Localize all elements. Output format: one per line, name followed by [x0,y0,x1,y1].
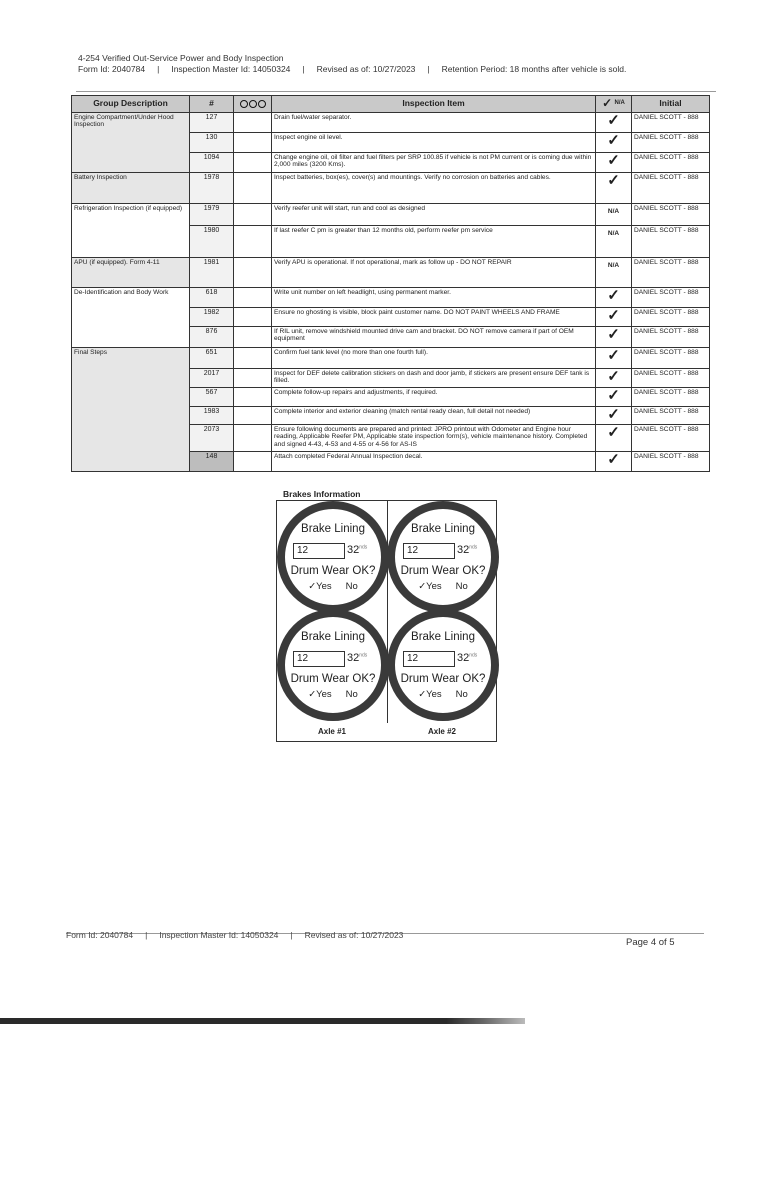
brake-wheel-axle2-right [387,609,499,721]
status-circles-icon [240,100,266,108]
na-mark: N/A [596,258,632,288]
yes-option[interactable]: ✓Yes [418,581,442,592]
item-number: 1978 [190,173,234,204]
axle1-label: Axle #1 [317,727,347,736]
page-header [78,53,718,75]
item-number: 1980 [190,226,234,258]
brakes-panel [276,500,497,742]
item-number: 1094 [190,153,234,173]
initial-cell: DANIEL SCOTT - 888 [632,407,710,425]
check-mark: ✓ [596,348,632,369]
status-cell [234,173,272,204]
page-footer: Form Id: 2040784 | Inspection Master Id: 14050324 | Revised as of: 10/27/2023 [66,930,404,940]
item-number: 876 [190,327,234,348]
drum-wear-label: Drum Wear OK? [400,565,486,577]
group-cell: De-Identification and Body Work [72,288,190,348]
header-divider [76,91,716,92]
item-number: 567 [190,388,234,407]
initial-cell: DANIEL SCOTT - 888 [632,226,710,258]
group-cell: Engine Compartment/Under Hood Inspection [72,113,190,173]
status-cell [234,348,272,369]
page-number: Page 4 of 5 [626,937,675,948]
na-mark: N/A [596,204,632,226]
status-cell [234,226,272,258]
drum-wear-label: Drum Wear OK? [400,673,486,685]
initial-cell: DANIEL SCOTT - 888 [632,425,710,452]
drum-wear-options [387,581,499,592]
initial-cell: DANIEL SCOTT - 888 [632,113,710,133]
check-mark: ✓ [596,369,632,388]
na-mark: N/A [596,226,632,258]
footer-revised: Revised as of: 10/27/2023 [304,930,404,940]
yes-option[interactable]: ✓Yes [418,689,442,700]
item-text: Ensure no ghosting is visible, block paint customer name. DO NOT PAINT WHEELS AND FRAME [272,308,596,327]
status-cell [234,258,272,288]
table-header-row [72,96,710,113]
item-number: 651 [190,348,234,369]
check-mark: ✓ [596,113,632,133]
lining-units: $32^{nds}$ [347,652,368,664]
initial-cell: DANIEL SCOTT - 888 [632,258,710,288]
initial-cell: DANIEL SCOTT - 888 [632,133,710,153]
item-text: Drain fuel/water separator. [272,113,596,133]
group-cell: Final Steps [72,348,190,472]
check-mark: ✓ [596,133,632,153]
item-number: 127 [190,113,234,133]
group-cell: APU (if equipped). Form 4-11 [72,258,190,288]
item-text: Change engine oil, oil filter and fuel filters per SRP 100.85 if vehicle is not PM current or is coming due within 2,000 miles (3200 Kms). [272,153,596,173]
item-text: Confirm fuel tank level (no more than one fourth full). [272,348,596,369]
check-mark: ✓ [596,153,632,173]
status-cell [234,204,272,226]
initial-cell: DANIEL SCOTT - 888 [632,327,710,348]
status-cell [234,425,272,452]
form-id: Form Id: 2040784 [78,64,146,74]
item-text: Inspect batteries, box(es), cover(s) and mountings. Verify no corrosion on batteries and cables. [272,173,596,204]
item-text: Complete follow-up repairs and adjustments, if required. [272,388,596,407]
item-number: 1979 [190,204,234,226]
item-header: Inspection Item [272,96,596,113]
check-mark: ✓ [596,173,632,204]
brake-lining-label: Brake Lining [411,631,475,643]
brake-lining-label: Brake Lining [301,523,365,535]
inspection-table [71,95,710,472]
drum-wear-label: Drum Wear OK? [290,565,376,577]
check-mark: ✓ [596,407,632,425]
item-text: If last reefer C pm is greater than 12 months old, perform reefer pm service [272,226,596,258]
yes-option[interactable]: ✓Yes [308,689,332,700]
drum-wear-options [277,581,389,592]
table-row [72,173,710,204]
item-number: 148 [190,452,234,472]
group-cell: Refrigeration Inspection (if equipped) [72,204,190,258]
number-header: # [190,96,234,113]
brake-lining-label: Brake Lining [301,631,365,643]
no-option[interactable]: No [345,689,358,700]
brake-lining-field[interactable]: 12 [403,543,455,559]
item-text: Complete interior and exterior cleaning (match rental ready clean, full detail not needed) [272,407,596,425]
brake-wheel-axle1-left [277,501,389,613]
footer-master-id: Inspection Master Id: 14050324 [159,930,279,940]
item-number: 2073 [190,425,234,452]
check-na-header: ✓ N/A [596,96,632,113]
item-number: 618 [190,288,234,308]
status-cell [234,388,272,407]
brake-lining-label: Brake Lining [411,523,475,535]
brake-lining-field[interactable]: 12 [403,651,455,667]
table-row [72,288,710,308]
item-number: 2017 [190,369,234,388]
status-cell [234,308,272,327]
scan-artifact-bar [0,1018,525,1024]
item-number: 130 [190,133,234,153]
status-cell [234,133,272,153]
document-title: 4-254 Verified Out-Service Power and Body Inspection [78,53,284,63]
status-cell [234,153,272,173]
initial-cell: DANIEL SCOTT - 888 [632,308,710,327]
item-text: Attach completed Federal Annual Inspection decal. [272,452,596,472]
item-number: 1981 [190,258,234,288]
brakes-title: Brakes Information [283,489,361,499]
retention-period: Retention Period: 18 months after vehicle is sold. [441,64,627,74]
check-mark: ✓ [596,425,632,452]
status-cell [234,327,272,348]
drum-wear-options [277,689,389,700]
revised-date: Revised as of: 10/27/2023 [316,64,416,74]
item-text: Inspect for DEF delete calibration stickers on dash and door jamb, if stickers are present ensure DEF tank is filled. [272,369,596,388]
table-row [72,204,710,226]
group-cell: Battery Inspection [72,173,190,204]
item-number: 1982 [190,308,234,327]
item-number: 1983 [190,407,234,425]
check-mark: ✓ [596,327,632,348]
lining-units: $32^{nds}$ [457,544,478,556]
table-row [72,113,710,133]
status-cell [234,407,272,425]
lining-units: $32^{nds}$ [347,544,368,556]
check-mark: ✓ [596,288,632,308]
inspection-master-id: Inspection Master Id: 14050324 [171,64,291,74]
brake-wheel-axle1-right [277,609,389,721]
brake-lining-field[interactable]: 12 [293,651,345,667]
group-header: Group Description [72,96,190,113]
header-meta: Form Id: 2040784 | Inspection Master Id: 14050324 | Revised as of: 10/27/2023 | Retention Period: 18 months after vehicle is sold. [78,64,627,74]
check-icon: ✓ [602,96,613,111]
status-icons-header [234,96,272,113]
initial-cell: DANIEL SCOTT - 888 [632,204,710,226]
initial-cell: DANIEL SCOTT - 888 [632,369,710,388]
drum-wear-options [387,689,499,700]
no-option[interactable]: No [455,689,468,700]
initial-cell: DANIEL SCOTT - 888 [632,388,710,407]
item-text: Verify reefer unit will start, run and cool as designed [272,204,596,226]
initial-cell: DANIEL SCOTT - 888 [632,288,710,308]
no-option[interactable]: No [455,581,468,592]
initial-cell: DANIEL SCOTT - 888 [632,452,710,472]
initial-header: Initial [632,96,710,113]
lining-units: $32^{nds}$ [457,652,478,664]
status-cell [234,369,272,388]
status-cell [234,288,272,308]
item-text: Verify APU is operational. If not operational, mark as follow up - DO NOT REPAIR [272,258,596,288]
item-text: Inspect engine oil level. [272,133,596,153]
footer-form-id: Form Id: 2040784 [66,930,134,940]
check-mark: ✓ [596,308,632,327]
check-mark: ✓ [596,388,632,407]
drum-wear-label: Drum Wear OK? [290,673,376,685]
table-row [72,258,710,288]
item-text: Ensure following documents are prepared and printed: JPRO printout with Odometer and Engine hour reading, Applicable Reefer PM, Applicable state inspection form(s), vehicle maintenance history. Completed and signed 4-43, 4-53 and 4-55 or 4-56 for AS-IS [272,425,596,452]
yes-option[interactable]: ✓Yes [308,581,332,592]
check-mark: ✓ [596,452,632,472]
item-text: Write unit number on left headlight, using permanent marker. [272,288,596,308]
brake-wheel-axle2-left [387,501,499,613]
brake-lining-field[interactable]: 12 [293,543,345,559]
initial-cell: DANIEL SCOTT - 888 [632,153,710,173]
axle2-label: Axle #2 [427,727,457,736]
no-option[interactable]: No [345,581,358,592]
initial-cell: DANIEL SCOTT - 888 [632,173,710,204]
item-text: If RIL unit, remove windshield mounted drive cam and bracket. DO NOT remove camera if part of OEM equipment [272,327,596,348]
table-row [72,348,710,369]
status-cell [234,113,272,133]
initial-cell: DANIEL SCOTT - 888 [632,348,710,369]
status-cell [234,452,272,472]
